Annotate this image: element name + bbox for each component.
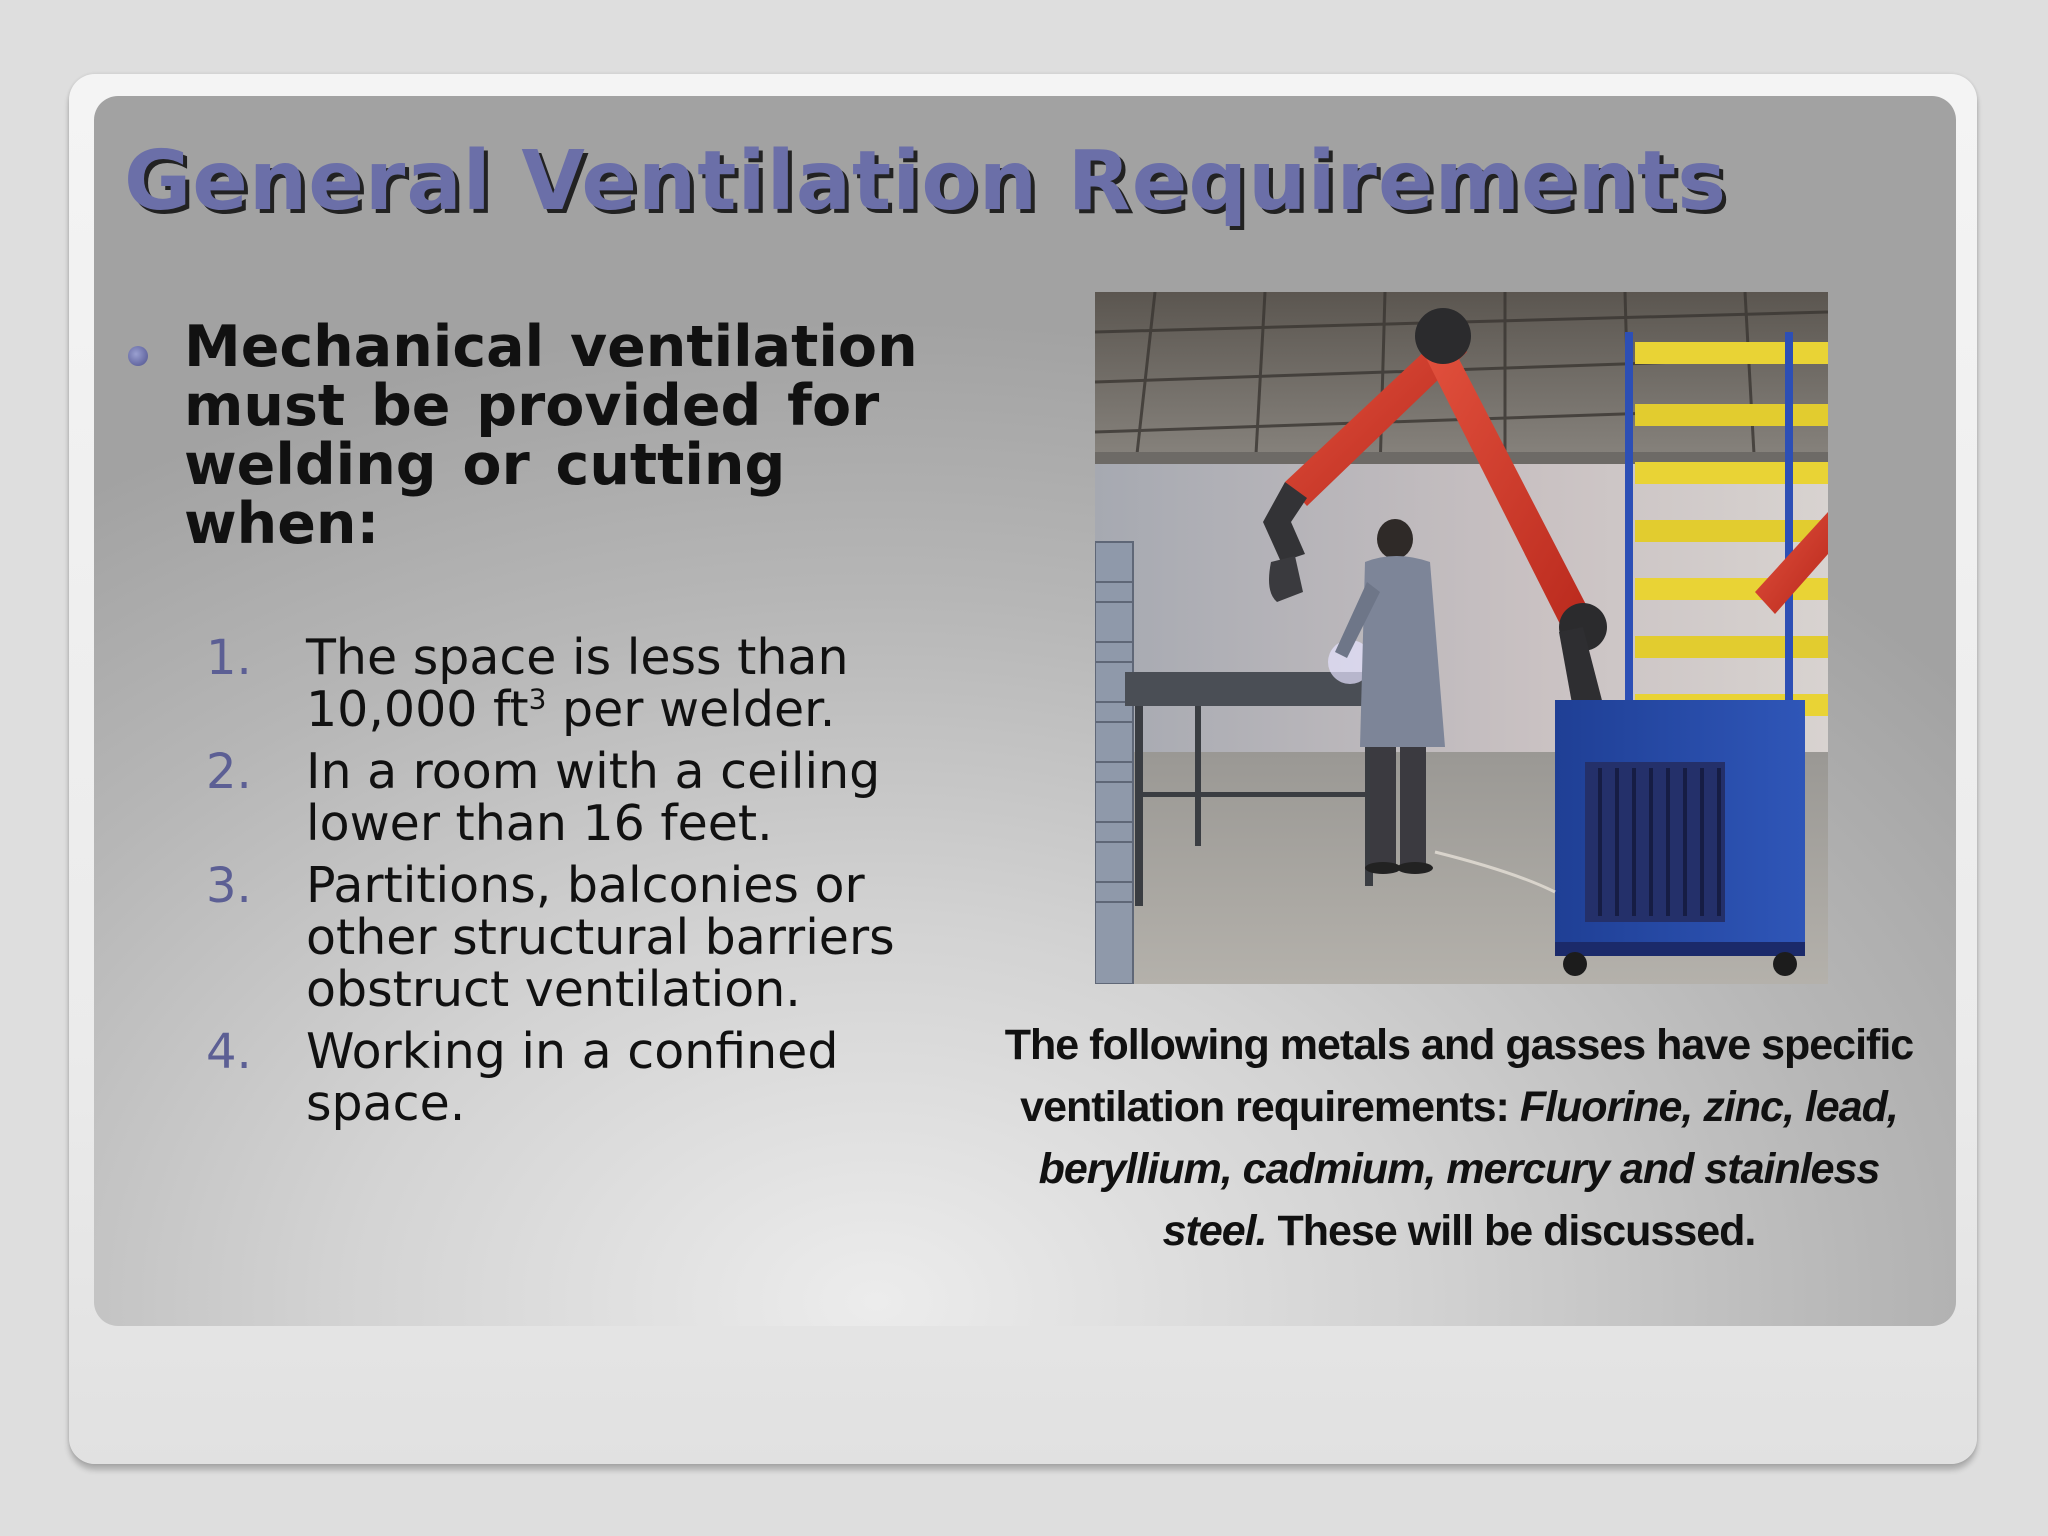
- ventilation-caption: [1004, 1014, 1914, 1262]
- bullet-dot-icon: [128, 346, 148, 366]
- list-item-text-part: The space is less than 10,000 ft: [306, 629, 849, 738]
- superscript: 3: [528, 682, 547, 716]
- requirements-list: [206, 629, 966, 1140]
- caption-outro: These will be discussed.: [1266, 1207, 1756, 1255]
- list-item: [206, 743, 966, 852]
- slide-panel: [94, 96, 1956, 1326]
- list-number: 1.: [206, 630, 252, 686]
- list-number: 2.: [206, 744, 252, 800]
- list-item-text: In a room with a ceiling lower than 16 feet.: [306, 743, 881, 852]
- list-number: 3.: [206, 858, 252, 914]
- caption-intro: The following metals and gasses have specific ventilation requirements:: [1004, 1021, 1914, 1131]
- list-number: 4.: [206, 1024, 252, 1080]
- list-item-text: Working in a confined space.: [306, 1023, 839, 1132]
- list-item-text: [306, 629, 966, 738]
- caption-metals: Fluorine, zinc, lead, beryllium, cadmium, mercury and stainless steel.: [1038, 1083, 1898, 1255]
- list-item-text-part: per welder.: [546, 681, 836, 738]
- slide-title: General Ventilation Requirements: [124, 134, 1728, 229]
- bullet-text: Mechanical ventilation must be provided for welding or cutting when:: [184, 314, 918, 557]
- list-item-text: Partitions, balconies or other structural barriers obstruct ventilation.: [306, 857, 895, 1018]
- list-item: [206, 629, 966, 738]
- list-item: [206, 857, 966, 1018]
- workshop-illustration: [1095, 292, 1828, 984]
- list-item: [206, 1023, 966, 1132]
- welding-workshop-photo: [1095, 292, 1828, 984]
